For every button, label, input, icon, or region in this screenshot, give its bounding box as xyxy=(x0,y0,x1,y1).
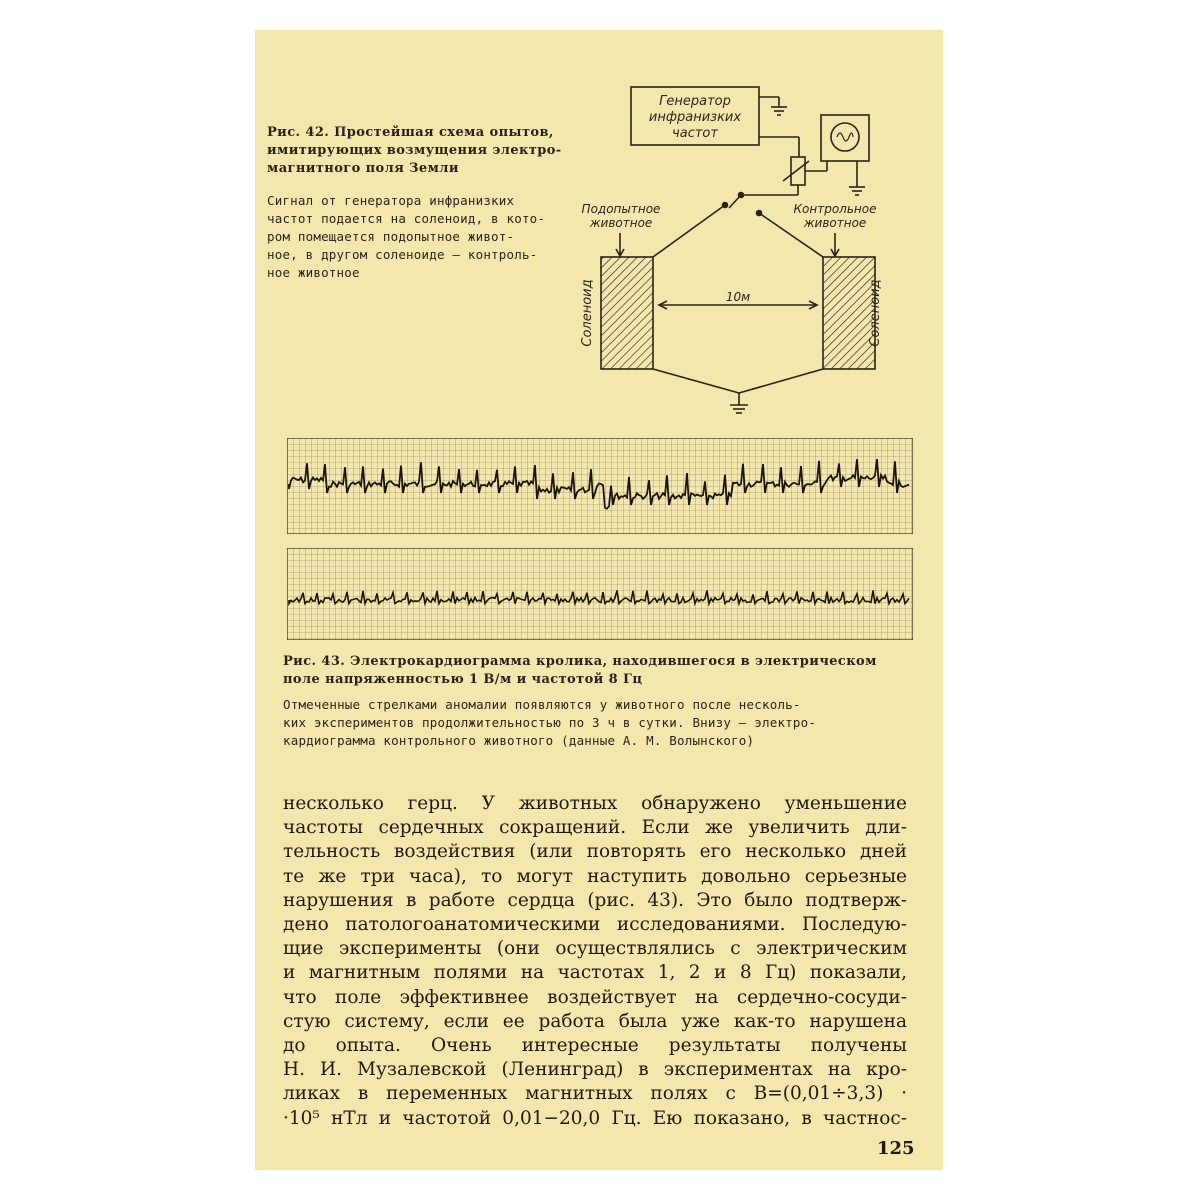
ecg-strip-experimental xyxy=(287,438,913,534)
body-line: Н. И. Музалевской (Ленинград) в экспериментах на кро- xyxy=(283,1059,907,1081)
generator-label: Генератор xyxy=(659,94,731,109)
body-line: стую систему, если ее работа была уже как-то нарушена xyxy=(283,1010,907,1032)
figure-43-caption xyxy=(283,653,923,689)
oscilloscope-box xyxy=(821,115,869,161)
body-line: ·10⁵ нТл и частотой 0,01−20,0 Гц. Ею показано, в частнос- xyxy=(283,1107,907,1129)
experimental-animal-label: животное xyxy=(589,216,653,230)
body-line: те же три часа), то могут наступить довольно серьезные xyxy=(283,865,907,887)
potentiometer xyxy=(791,157,805,185)
figure-43-description xyxy=(283,696,933,750)
figure-42-caption xyxy=(267,124,567,178)
figure-42-description xyxy=(267,192,567,282)
generator-label: инфранизких xyxy=(648,110,742,125)
body-line: до опыта. Очень интересные результаты получены xyxy=(283,1035,907,1057)
description-line: Сигнал от генератора инфранизких xyxy=(267,193,515,208)
description-line: ное животное xyxy=(267,265,360,280)
caption-line: Рис. 43. Электрокардиограмма кролика, находившегося в электрическом xyxy=(283,654,877,669)
body-line: частоты сердечных сокращений. Если же увеличить дли- xyxy=(283,817,907,839)
control-animal-label: Контрольное xyxy=(793,202,877,216)
description-line: кардиограмма контрольного животного (данные А. М. Волынского) xyxy=(283,733,755,748)
left-solenoid-label: Соленоид xyxy=(580,279,595,347)
right-solenoid-label: Соленоид xyxy=(868,279,883,347)
experimental-animal-label: Подопытное xyxy=(581,202,661,216)
caption-line: поле напряженностью 1 В/м и частотой 8 Гц xyxy=(283,672,643,687)
body-line: щие эксперименты (они осуществлялись с электрическим xyxy=(283,938,907,960)
book-page xyxy=(255,30,943,1170)
ecg-strip-control xyxy=(287,548,913,640)
body-line: и магнитным полями на частотах 1, 2 и 8 Гц) показали, xyxy=(283,962,907,984)
caption-line: Рис. 42. Простейшая схема опытов, xyxy=(267,125,554,140)
body-line: несколько герц. У животных обнаружено уменьшение xyxy=(283,793,907,814)
description-line: ких экспериментов продолжительностью по 3 ч в сутки. Внизу — электро- xyxy=(283,715,817,730)
caption-line: имитирующих возмущения электро- xyxy=(267,143,562,158)
description-line: ром помещается подопытное живот- xyxy=(267,229,515,244)
body-line: нарушения в работе сердца (рис. 43). Это было подтверж- xyxy=(283,889,907,911)
caption-line: магнитного поля Земли xyxy=(267,161,459,176)
body-line: дено патологоанатомическими исследованиями. Последую- xyxy=(283,914,907,936)
distance-label: 10м xyxy=(725,290,751,304)
left-solenoid xyxy=(601,257,653,369)
solenoid-experiment-diagram xyxy=(573,75,883,435)
description-line: частот подается на соленоид, в кото- xyxy=(267,211,546,226)
page-number: 125 xyxy=(877,1138,915,1159)
body-line: тельность воздействия (или повторять его несколько дней xyxy=(283,841,907,863)
generator-label: частот xyxy=(672,126,718,141)
body-line: что поле эффективнее воздействует на сердечно-сосуди- xyxy=(283,986,907,1008)
description-line: ное, в другом соленоиде — контроль- xyxy=(267,247,538,262)
body-line: ликах в переменных магнитных полях с B=(0,01÷3,3) · xyxy=(283,1083,907,1105)
body-paragraph xyxy=(283,792,907,1131)
description-line: Отмеченные стрелками аномалии появляются у животного после несколь- xyxy=(283,697,801,712)
control-animal-label: животное xyxy=(803,216,867,230)
